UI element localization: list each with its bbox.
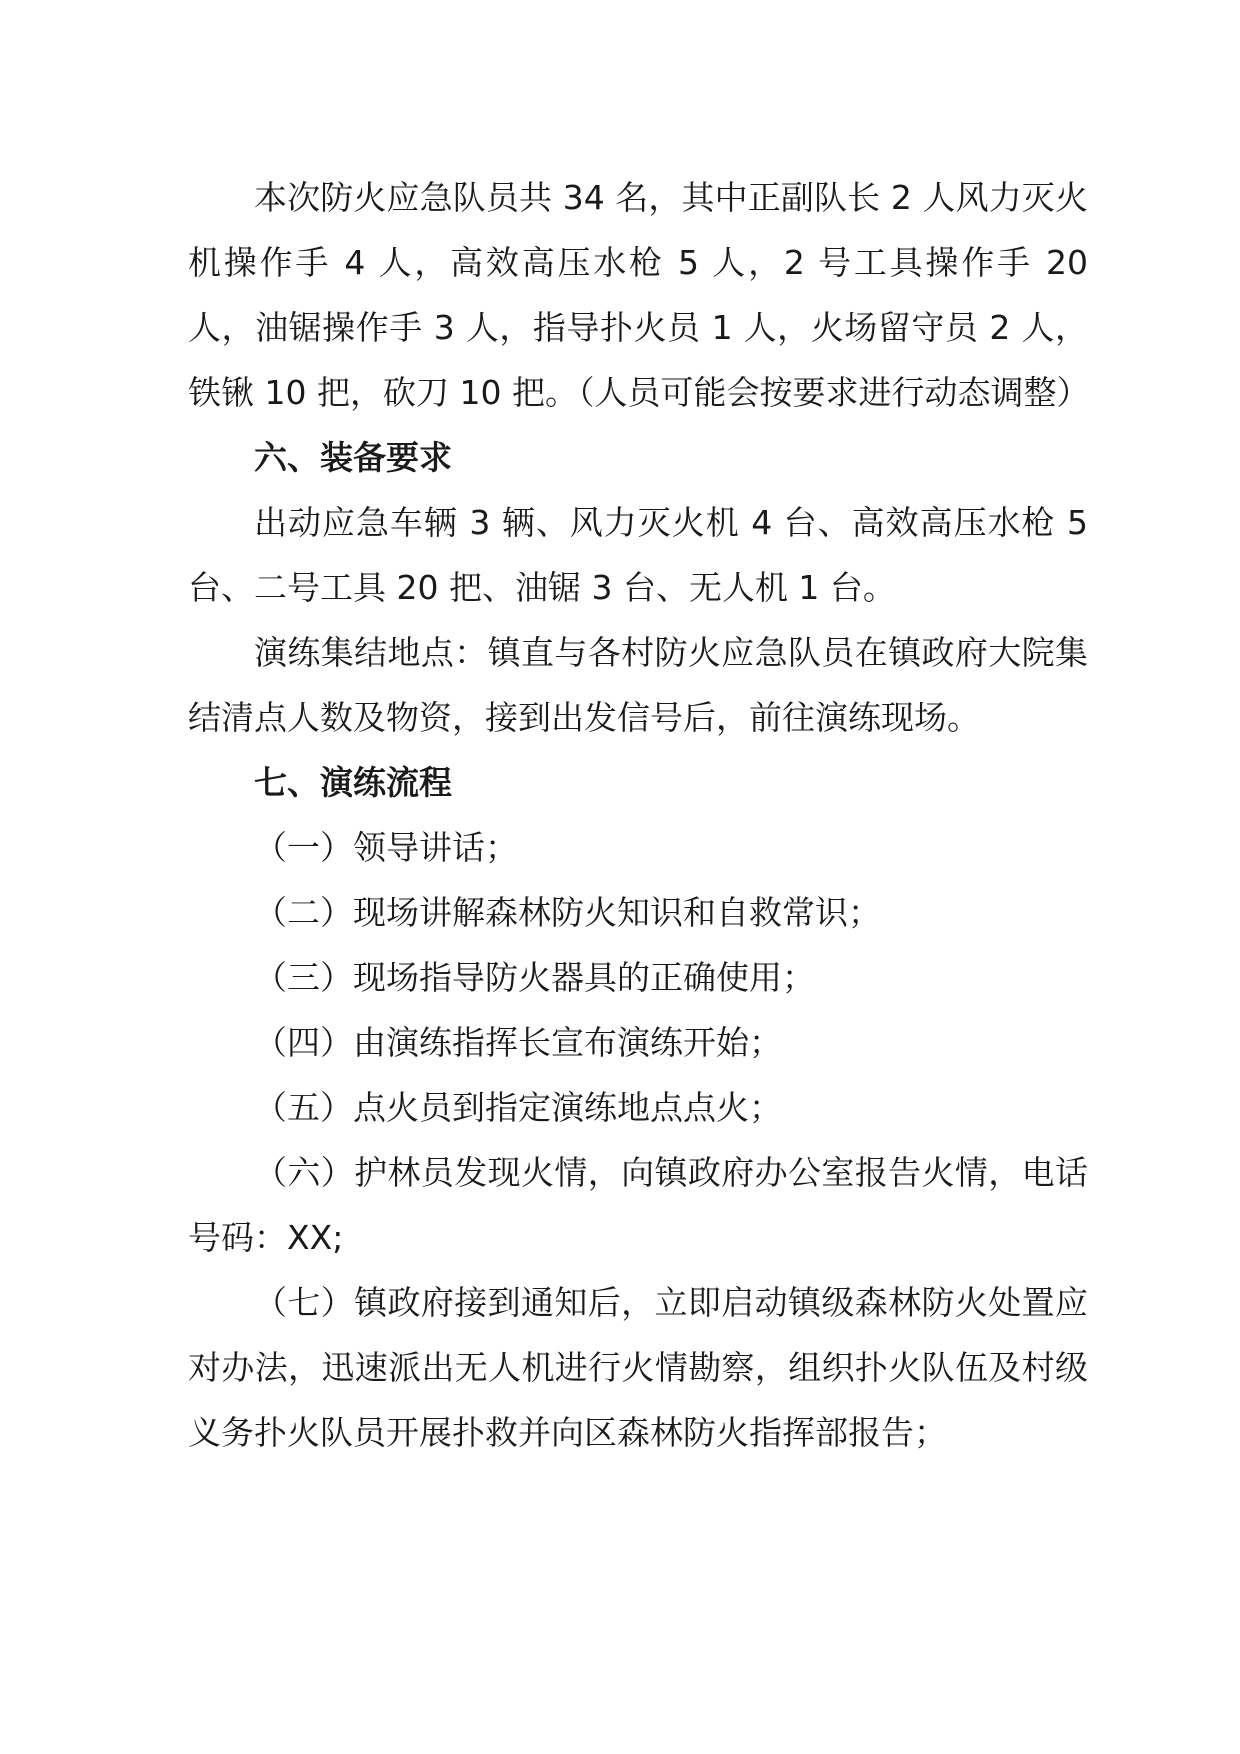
document-page (188, 165, 1088, 1465)
personnel-paragraph: 本次防火应急队员共 34 名，其中正副队长 2 人风力灭火机操作手 4 人，高效高压水枪 5 人，2 号工具操作手 20 人，油锯操作手 3 人，指导扑火员 1 人，火场留守员 2 人，铁锹 10 把，砍刀 10 把。（人员可能会按要求进行动态调整） (188, 178, 1090, 412)
process-step-3: （三）现场指导防火器具的正确使用； (254, 958, 815, 997)
process-heading: 七、演练流程 (254, 763, 452, 802)
process-step-4: （四）由演练指挥长宣布演练开始； (254, 1023, 782, 1062)
equipment-heading: 六、装备要求 (254, 438, 452, 477)
equipment-paragraph: 出动应急车辆 3 辆、风力灭火机 4 台、高效高压水枪 5 台、二号工具 20 把、油锯 3 台、无人机 1 台。 (188, 503, 1088, 607)
process-step-5: （五）点火员到指定演练地点点火； (254, 1088, 782, 1127)
process-step-1: （一）领导讲话； (254, 828, 518, 867)
assembly-paragraph: 演练集结地点：镇直与各村防火应急队员在镇政府大院集结清点人数及物资，接到出发信号后，前往演练现场。 (188, 633, 1088, 737)
process-step-7: （七）镇政府接到通知后，立即启动镇级森林防火处置应对办法，迅速派出无人机进行火情勘察，组织扑火队伍及村级义务扑火队员开展扑救并向区森林防火指挥部报告； (188, 1283, 1088, 1452)
process-step-6: （六）护林员发现火情，向镇政府办公室报告火情，电话号码：XX; (188, 1153, 1088, 1257)
process-step-2: （二）现场讲解森林防火知识和自救常识； (254, 893, 881, 932)
